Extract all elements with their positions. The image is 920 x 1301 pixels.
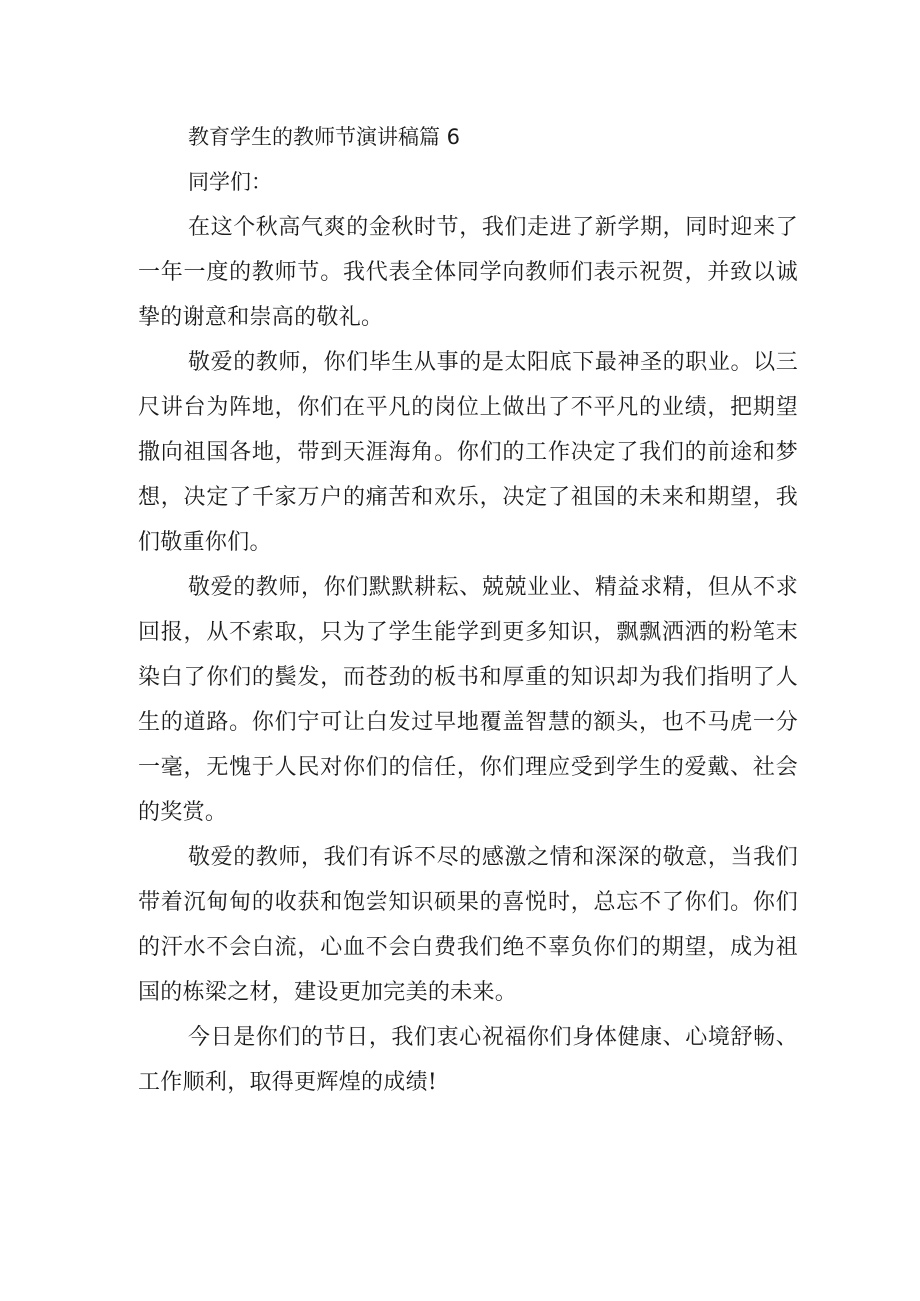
paragraph-3: 敬爱的教师，你们默默耕耘、兢兢业业、精益求精，但从不求回报，从不索取，只为了学生能学到更多知识，飘飘洒洒的粉笔末染白了你们的鬓发，而苍劲的板书和厚重的知识却为我们指明了人生的道路。你们宁可让白发过早地覆盖智慧的额头，也不马虎一分一毫，无愧于人民对你们的信任，你们理应受到学生的爱戴、社会的奖赏。 <box>138 575 798 825</box>
paragraph-1: 在这个秋高气爽的金秋时节，我们走进了新学期，同时迎来了一年一度的教师节。我代表全体同学向教师们表示祝贺，并致以诚挚的谢意和崇高的敬礼。 <box>138 215 798 330</box>
document-title: 教育学生的教师节演讲稿篇 6 <box>188 125 461 149</box>
paragraph-2: 敬爱的教师，你们毕生从事的是太阳底下最神圣的职业。以三尺讲台为阵地，你们在平凡的岗位上做出了不平凡的业绩，把期望撒向祖国各地，带到天涯海角。你们的工作决定了我们的前途和梦想，决定了千家万户的痛苦和欢乐，决定了祖国的未来和期望，我们敬重你们。 <box>138 350 798 555</box>
greeting: 同学们： <box>188 170 272 194</box>
paragraph-5: 今日是你们的节日，我们衷心祝福你们身体健康、心境舒畅、工作顺利，取得更辉煌的成绩! <box>138 1025 798 1095</box>
document-page <box>138 115 798 1105</box>
paragraph-4: 敬爱的教师，我们有诉不尽的感激之情和深深的敬意，当我们带着沉甸甸的收获和饱尝知识硕果的喜悦时，总忘不了你们。你们的汗水不会白流，心血不会白费我们绝不辜负你们的期望，成为祖国的栋梁之材，建设更加完美的未来。 <box>138 845 798 1005</box>
